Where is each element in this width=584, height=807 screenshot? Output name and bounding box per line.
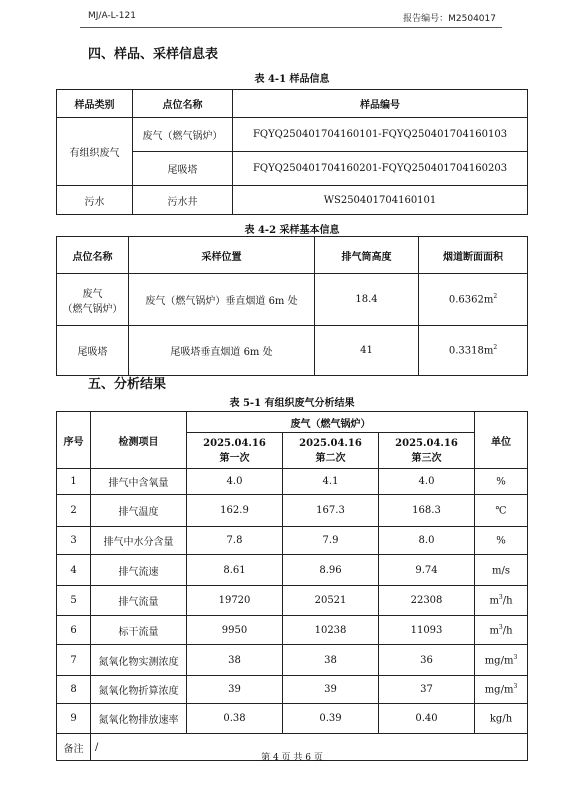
value-run1: 7.8 [187, 527, 283, 555]
header-cell: 样品类别 [57, 90, 133, 118]
value-run2: 7.9 [283, 527, 379, 555]
height-cell: 18.4 [315, 274, 419, 326]
value-run2: 8.96 [283, 555, 379, 586]
header-cell: 烟道断面面积 [419, 237, 528, 274]
table-header-row [57, 90, 528, 118]
sample-id-cell: FQYQ250401704160201-FQYQ250401704160203 [233, 152, 528, 186]
height-cell: 41 [315, 326, 419, 376]
value-run3: 4.0 [379, 469, 475, 495]
value-run3: 36 [379, 645, 475, 676]
header-col [379, 433, 475, 469]
row-unit [475, 704, 528, 734]
table-row [57, 704, 528, 734]
point-cell: 尾吸塔 [133, 152, 233, 186]
page-header [88, 11, 496, 25]
row-no: 6 [57, 616, 91, 645]
table-header-row [57, 412, 528, 433]
row-unit [475, 616, 528, 645]
remark-value: / [91, 734, 528, 761]
position-cell: 废气（燃气锅炉）垂直烟道 6m 处 [129, 274, 315, 326]
row-unit [475, 645, 528, 676]
row-no: 1 [57, 469, 91, 495]
table-header-row [57, 237, 528, 274]
row-item: 氮氧化物排放速率 [91, 704, 187, 734]
category-cell: 有组织废气 [57, 118, 133, 186]
row-item: 排气流量 [91, 586, 187, 616]
position-cell: 尾吸塔垂直烟道 6m 处 [129, 326, 315, 376]
table-row [57, 186, 528, 215]
header-group: 废气（燃气锅炉） [187, 412, 475, 433]
col-run: 第一次 [219, 452, 250, 464]
header-cell: 排气筒高度 [315, 237, 419, 274]
header-cell: 点位名称 [57, 237, 129, 274]
row-unit [475, 586, 528, 616]
unit-exponent: 3 [513, 653, 518, 661]
value-run2: 38 [283, 645, 379, 676]
value-run1: 162.9 [187, 495, 283, 527]
value-run3: 37 [379, 676, 475, 704]
value-run1: 38 [187, 645, 283, 676]
doc-code: MJ/A-L-121 [88, 11, 136, 21]
row-unit [475, 527, 528, 555]
col-run: 第三次 [411, 452, 442, 464]
row-item: 排气中水分含量 [91, 527, 187, 555]
value-run1: 8.61 [187, 555, 283, 586]
unit-base: ℃ [495, 505, 507, 517]
header-no: 序号 [57, 412, 91, 469]
area-value: 0.6362m [448, 294, 494, 306]
category-cell: 污水 [57, 186, 133, 215]
header-cell: 点位名称 [133, 90, 233, 118]
header-cell: 采样位置 [129, 237, 315, 274]
unit-base: m [489, 595, 499, 607]
header-item: 检测项目 [91, 412, 187, 469]
col-date: 2025.04.16 [203, 437, 266, 449]
table-row [57, 616, 528, 645]
table-row [57, 274, 528, 326]
remark-label: 备注 [57, 734, 91, 761]
table-row [57, 555, 528, 586]
value-run2: 4.1 [283, 469, 379, 495]
value-run3: 8.0 [379, 527, 475, 555]
col-date: 2025.04.16 [299, 437, 362, 449]
point-cell: 废气（燃气锅炉） [133, 118, 233, 152]
value-run3: 168.3 [379, 495, 475, 527]
sample-id-cell: WS250401704160101 [233, 186, 528, 215]
results-body [57, 469, 528, 734]
value-run3: 11093 [379, 616, 475, 645]
sample-info-table [56, 89, 528, 215]
table-row [57, 586, 528, 616]
section4-title: 四、样品、采样信息表 [88, 47, 219, 62]
page-number: 第 4 页 共 6 页 [261, 753, 323, 763]
row-item: 排气中含氧量 [91, 469, 187, 495]
unit-base: m/s [492, 565, 510, 577]
row-unit [475, 676, 528, 704]
value-run3: 22308 [379, 586, 475, 616]
table-row [57, 495, 528, 527]
point-cell: 污水井 [133, 186, 233, 215]
value-run1: 19720 [187, 586, 283, 616]
row-item: 排气温度 [91, 495, 187, 527]
unit-base: m [489, 625, 499, 637]
unit-suffix: /h [502, 625, 513, 637]
area-cell [419, 274, 528, 326]
point-name-cell [57, 274, 129, 326]
unit-base: mg/m [484, 655, 514, 667]
area-unit-exponent: 2 [493, 293, 498, 301]
row-item: 氮氧化物实测浓度 [91, 645, 187, 676]
value-run2: 39 [283, 676, 379, 704]
row-no: 8 [57, 676, 91, 704]
report-number: 报告编号：M2504017 [403, 14, 496, 24]
value-run1: 0.38 [187, 704, 283, 734]
value-run1: 39 [187, 676, 283, 704]
section5-title: 五、分析结果 [88, 377, 167, 392]
table-row [57, 676, 528, 704]
row-no: 3 [57, 527, 91, 555]
analysis-results-table [56, 411, 528, 761]
value-run3: 0.40 [379, 704, 475, 734]
row-no: 7 [57, 645, 91, 676]
point-name-line: 废气 [82, 288, 103, 300]
row-item: 标干流量 [91, 616, 187, 645]
table-row [57, 469, 528, 495]
unit-exponent: 3 [498, 594, 503, 602]
sampling-info-table [56, 236, 528, 376]
row-item: 氮氧化物折算浓度 [91, 676, 187, 704]
unit-suffix: /h [502, 595, 513, 607]
value-run1: 4.0 [187, 469, 283, 495]
header-col [283, 433, 379, 469]
point-name-cell: 尾吸塔 [57, 326, 129, 376]
table-row [57, 527, 528, 555]
col-date: 2025.04.16 [395, 437, 458, 449]
value-run2: 10238 [283, 616, 379, 645]
col-run: 第二次 [315, 452, 346, 464]
row-no: 4 [57, 555, 91, 586]
row-unit [475, 555, 528, 586]
value-run2: 0.39 [283, 704, 379, 734]
value-run3: 9.74 [379, 555, 475, 586]
area-unit-exponent: 2 [493, 344, 498, 352]
unit-base: kg/h [489, 713, 513, 725]
header-divider [80, 27, 502, 28]
area-cell [419, 326, 528, 376]
value-run2: 167.3 [283, 495, 379, 527]
table3-caption: 表 5-1 有组织废气分析结果 [229, 398, 355, 409]
table2-caption: 表 4-2 采样基本信息 [244, 225, 340, 236]
unit-exponent: 3 [498, 623, 503, 631]
unit-exponent: 3 [513, 683, 518, 691]
table-row [57, 645, 528, 676]
row-no: 5 [57, 586, 91, 616]
table-row [57, 326, 528, 376]
value-run1: 9950 [187, 616, 283, 645]
sample-id-cell: FQYQ250401704160101-FQYQ250401704160103 [233, 118, 528, 152]
row-unit [475, 495, 528, 527]
table-row [57, 118, 528, 152]
area-value: 0.3318m [448, 345, 494, 357]
value-run2: 20521 [283, 586, 379, 616]
point-name-line: （燃气锅炉） [62, 303, 123, 315]
table1-caption: 表 4-1 样品信息 [254, 74, 330, 85]
row-item: 排气流速 [91, 555, 187, 586]
header-cell: 样品编号 [233, 90, 528, 118]
unit-base: mg/m [484, 684, 514, 696]
row-no: 9 [57, 704, 91, 734]
unit-base: % [496, 535, 506, 547]
header-unit: 单位 [475, 412, 528, 469]
row-unit [475, 469, 528, 495]
header-col [187, 433, 283, 469]
unit-base: % [496, 476, 506, 488]
row-no: 2 [57, 495, 91, 527]
